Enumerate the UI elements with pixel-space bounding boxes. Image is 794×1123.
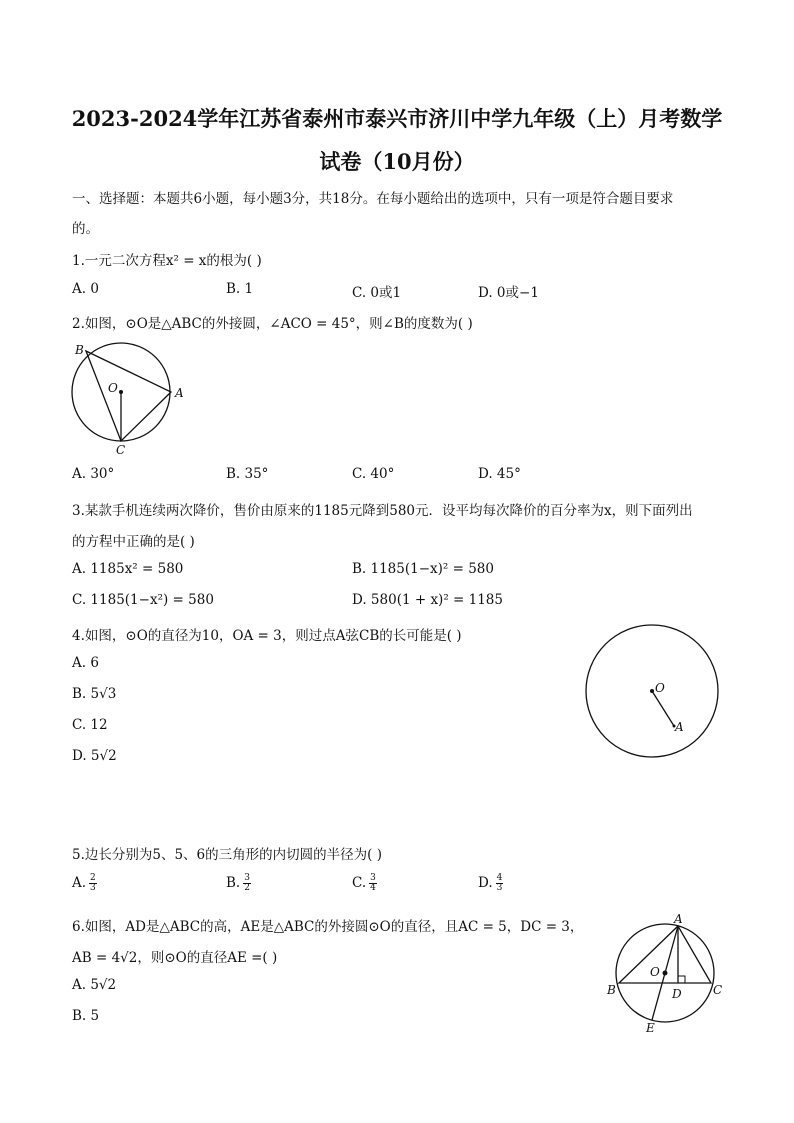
q1-option-b: B. 1: [226, 281, 254, 297]
q5-option-b-fraction: $\frac{3}{2}$: [244, 873, 250, 893]
q4-option-a: A. 6: [72, 655, 99, 671]
q2-option-b: B. 35°: [226, 466, 269, 482]
q2-label-o: O: [108, 381, 118, 395]
q2-option-a: A. 30°: [72, 466, 115, 482]
q2-circle-figure: [60, 340, 190, 458]
q6-circle-figure: [600, 910, 730, 1040]
q4-label-a: A: [675, 720, 684, 734]
q2-label-c: C: [116, 443, 126, 457]
q5-option-d-fraction: $\frac{4}{3}$: [496, 873, 503, 893]
q6-label-c: C: [713, 983, 723, 997]
q5-option-c: [352, 874, 377, 893]
q2-center-dot: [119, 390, 123, 394]
q6-option-a: A. 5√2: [72, 977, 117, 993]
section-instructions-line1: 一、选择题：本题共6小题，每小题3分，共18分。在每小题给出的选项中，只有一项是符合题目要求: [72, 191, 674, 207]
q5-option-b-letter: B.: [226, 875, 241, 891]
paper-title-line2: 试卷（10月份）: [319, 149, 475, 174]
paper-title-line1: 2023-2024学年江苏省泰州市泰兴市济川中学九年级（上）月考数学: [71, 106, 723, 131]
q6-label-a: A: [674, 912, 683, 926]
q3-option-d: D. 580(1 + x)² = 1185: [352, 592, 503, 608]
q5-option-c-fraction: $\frac{3}{4}$: [370, 873, 376, 893]
q5-option-b: [226, 874, 251, 893]
q6-stem-line2: AB = 4√2，则⊙O的直径AE =( ): [72, 950, 278, 966]
q1-stem: 1.一元二次方程x² = x的根为( ): [72, 253, 262, 269]
q2-stem: 2.如图，⊙O是△ABC的外接圆，∠ACO = 45°，则∠B的度数为( ): [72, 316, 473, 332]
q5-option-d-letter: D.: [478, 875, 493, 891]
q2-option-c: C. 40°: [352, 466, 395, 482]
q3-option-b: B. 1185(1−x)² = 580: [352, 561, 494, 577]
section-instructions-line2: 的。: [72, 221, 99, 237]
q5-option-c-letter: C.: [352, 875, 367, 891]
q3-stem-line1: 3.某款手机连续两次降价，售价由原来的1185元降到580元．设平均每次降价的百分率为x，则下面列出: [72, 503, 693, 519]
q1-option-a: A. 0: [72, 281, 99, 297]
q4-label-o: O: [655, 681, 665, 695]
q6-label-b: B: [607, 983, 616, 997]
q3-option-c: C. 1185(1−x²) = 580: [72, 592, 214, 608]
q2-label-b: B: [75, 343, 84, 357]
q4-segment-oa: [652, 691, 674, 726]
q3-option-a: A. 1185x² = 580: [72, 561, 184, 577]
q5-option-a-letter: A.: [72, 875, 87, 891]
q6-right-angle-mark: [678, 976, 685, 983]
q4-stem: 4.如图，⊙O的直径为10，OA = 3，则过点A弦CB的长可能是( ): [72, 628, 462, 644]
q4-option-d: D. 5√2: [72, 748, 117, 764]
q2-label-a: A: [175, 386, 184, 400]
q3-stem-line2: 的方程中正确的是( ): [72, 534, 195, 550]
q6-stem-line1: 6.如图，AD是△ABC的高，AE是△ABC的外接圆⊙O的直径，且AC = 5，DC = 3，: [72, 919, 584, 935]
q6-label-o: O: [650, 965, 660, 979]
q6-label-d: D: [672, 987, 682, 1001]
q6-option-b: B. 5: [72, 1008, 100, 1024]
q2-option-d: D. 45°: [478, 466, 521, 482]
q1-option-d: D. 0或−1: [478, 285, 539, 301]
q4-circle-figure: [580, 620, 725, 765]
q4-option-b: B. 5√3: [72, 686, 117, 702]
q6-center-dot: [663, 971, 668, 976]
q1-option-c: C. 0或1: [352, 285, 402, 301]
q2-triangle: [86, 351, 171, 441]
q4-center-dot: [650, 689, 654, 693]
q4-option-c: C. 12: [72, 717, 108, 733]
q5-option-a: [72, 874, 97, 893]
q5-option-a-fraction: $\frac{2}{3}$: [90, 873, 96, 893]
q5-stem: 5.边长分别为5、5、6的三角形的内切圆的半径为( ): [72, 847, 382, 863]
q6-label-e: E: [646, 1021, 655, 1035]
q5-option-d: [478, 874, 503, 893]
